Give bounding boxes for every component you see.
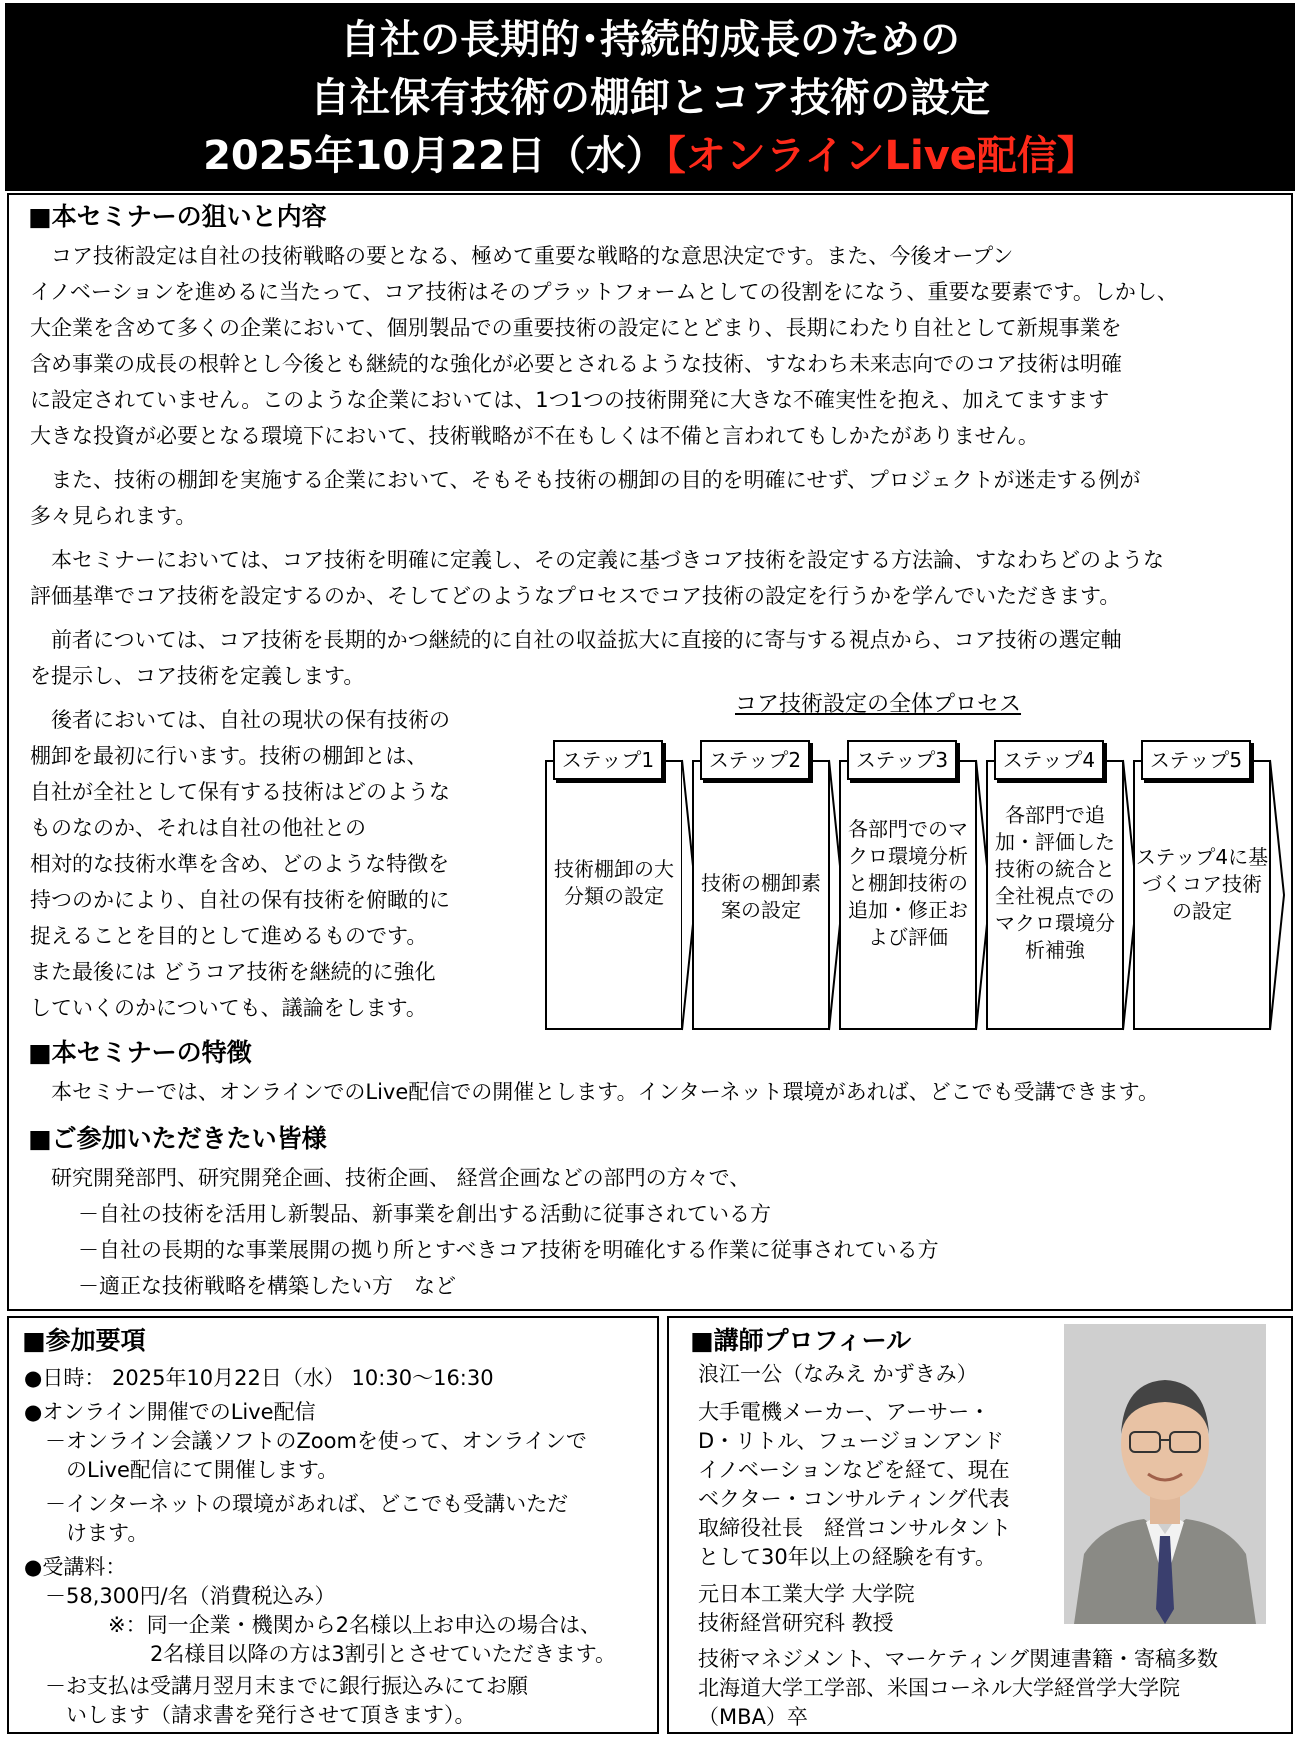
step-label-2: ステップ2 — [700, 740, 810, 780]
instructor-photo — [1064, 1324, 1266, 1624]
aim-p3-line: 評価基準でコア技術を設定するのか、そしてどのようなプロセスでコア技術の設定を行うかを学んでいただきます。 — [30, 584, 1121, 608]
instructor-name: 浪江一公（なみえ かずきみ） — [698, 1362, 978, 1386]
step-text-2: 技術の棚卸素案の設定 — [701, 871, 821, 922]
step-label-1: ステップ1 — [553, 740, 663, 780]
profile-bio-line: として30年以上の経験を有す。 — [698, 1545, 997, 1569]
profile-bio-line: 大手電機メーカー、アーサー・ — [698, 1400, 991, 1424]
online-badge: 【オンラインLive配信】 — [665, 133, 1097, 179]
step-text-3: 各部門でのマクロ環境分析と棚卸技術の追加・修正および評価 — [848, 817, 968, 949]
requirements-line: ※：同一企業・機関から2名様以上お申込の場合は、 — [24, 1613, 601, 1637]
requirements-line: ●日時： 2025年10月22日（水） 10:30～16:30 — [24, 1366, 494, 1390]
step-label-5: ステップ5 — [1141, 740, 1251, 780]
aim-p5-line: 捉えることを目的として進めるものです。 — [30, 924, 428, 948]
step-text-5: ステップ4に基づくコア技術の設定 — [1135, 845, 1269, 923]
aim-p5-line: していくのかについても、議論をします。 — [30, 996, 427, 1020]
aim-p3-line: 本セミナーにおいては、コア技術を明確に定義し、その定義に基づきコア技術を設定する方法論、すなわちどのような — [30, 548, 1164, 572]
aim-p4-line: 前者については、コア技術を長期的かつ継続的に自社の収益拡大に直接的に寄与する視点から、コア技術の選定軸 — [30, 628, 1122, 652]
audience-heading: ■ご参加いただきたい皆様 — [28, 1124, 327, 1153]
aim-p5-line: 自社が全社として保有する技術はどのような — [30, 780, 450, 804]
step-text-4: 各部門で追加・評価した技術の統合と全社視点でのマクロ環境分析補強 — [995, 803, 1115, 962]
requirements-line: 2名様目以降の方は3割引とさせていただきます。 — [24, 1642, 617, 1666]
title-line-1: 自社の長期的･持続的成長のための — [340, 17, 960, 63]
feature-text: 本セミナーでは、オンラインでのLive配信での開催とします。インターネット環境があれば、どこでも受講できます。 — [30, 1080, 1159, 1104]
audience-item: －自社の長期的な事業展開の拠り所とすべきコア技術を明確化する作業に従事されている方 — [78, 1238, 939, 1262]
aim-p5-line: ものなのか、それは自社の他社との — [30, 816, 366, 840]
step-label-4: ステップ4 — [994, 740, 1104, 780]
aim-p1-line: イノベーションを進めるに当たって、コア技術はそのプラットフォームとしての役割をになう、重要な要素です。しかし、 — [30, 280, 1178, 304]
profile-education-line: （MBA）卒 — [698, 1705, 808, 1729]
date-line — [5, 131, 1295, 181]
title-line-2: 自社保有技術の棚卸とコア技術の設定 — [310, 75, 990, 121]
feature-heading: ■本セミナーの特徴 — [28, 1038, 252, 1067]
aim-p5-line: また最後には どうコア技術を継続的に強化 — [30, 960, 436, 984]
profile-bio-line: イノベーションなどを経て、現在 — [698, 1458, 1010, 1482]
profile-heading: ■講師プロフィール — [690, 1326, 912, 1355]
profile-education-line: 北海道大学工学部、米国コーネル大学経営学大学院 — [698, 1676, 1180, 1700]
requirements-line: いします（請求書を発行させて頂きます）。 — [24, 1703, 476, 1727]
aim-p5-line: 棚卸を最初に行います。技術の棚卸とは、 — [30, 744, 428, 768]
requirements-line: ●受講料： — [24, 1555, 127, 1579]
seminar-date: 2025年10月22日（水） — [203, 133, 666, 179]
aim-p1-line: に設定されていません。このような企業においては、1つ1つの技術開発に大きな不確実性を抱え、加えてますます — [30, 388, 1110, 412]
requirements-heading: ■参加要項 — [22, 1326, 146, 1355]
step-label-3: ステップ3 — [847, 740, 957, 780]
requirements-line: －58,300円/名（消費税込み） — [24, 1584, 336, 1608]
aim-p1-line: 含め事業の成長の根幹とし今後とも継続的な強化が必要とされるような技術、すなわち未来志向でのコア技術は明確 — [30, 352, 1122, 376]
aim-p1-line: コア技術設定は自社の技術戦略の要となる、極めて重要な戦略的な意思決定です。また、今後オープン — [30, 244, 1014, 268]
profile-publications: 技術マネジメント、マーケティング関連書籍・寄稿多数 — [698, 1647, 1218, 1671]
aim-p5-line: 後者においては、自社の現状の保有技術の — [30, 708, 450, 732]
aim-p1-line: 大企業を含めて多くの企業において、個別製品での重要技術の設定にとどまり、長期にわたり自社として新規事業を — [30, 316, 1122, 340]
process-title: コア技術設定の全体プロセス — [735, 692, 1022, 717]
portrait-illustration — [1064, 1324, 1266, 1624]
step-arrow-5 — [1270, 758, 1292, 1032]
requirements-line: けます。 — [24, 1521, 149, 1545]
profile-position-line: 技術経営研究科 教授 — [698, 1611, 894, 1635]
aim-p5-line: 持つのかにより、自社の保有技術を俯瞰的に — [30, 888, 450, 912]
header-banner — [5, 3, 1295, 191]
aim-p2-line: 多々見られます。 — [30, 504, 197, 528]
profile-bio-line: ベクター・コンサルティング代表 — [698, 1487, 1010, 1511]
audience-intro: 研究開発部門、研究開発企画、技術企画、 経営企画などの部門の方々で、 — [30, 1166, 751, 1190]
requirements-line: ●オンライン開催でのLive配信 — [24, 1400, 316, 1424]
aim-p1-line: 大きな投資が必要となる環境下において、技術戦略が不在もしくは不備と言われてもしかたがありません。 — [30, 424, 1039, 448]
profile-position-line: 元日本工業大学 大学院 — [698, 1582, 915, 1606]
profile-bio-line: D・リトル、フュージョンアンド — [698, 1429, 1004, 1453]
audience-item: －自社の技術を活用し新製品、新事業を創出する活動に従事されている方 — [78, 1202, 771, 1226]
step-text-1: 技術棚卸の大分類の設定 — [554, 857, 674, 908]
requirements-line: －お支払は受講月翌月末までに銀行振込みにてお願 — [24, 1674, 528, 1698]
requirements-line: のLive配信にて開催します。 — [24, 1458, 339, 1482]
aim-p5-line: 相対的な技術水準を含め、どのような特徴を — [30, 852, 450, 876]
requirements-line: －インターネットの環境があれば、どこでも受講いただ — [24, 1492, 569, 1516]
requirements-line: －オンライン会議ソフトのZoomを使って、オンラインで — [24, 1429, 587, 1453]
aim-p4-line: を提示し、コア技術を定義します。 — [30, 664, 365, 688]
aim-heading: ■本セミナーの狙いと内容 — [28, 202, 327, 231]
aim-p2-line: また、技術の棚卸を実施する企業において、そもそも技術の棚卸の目的を明確にせず、プロジェクトが迷走する例が — [30, 468, 1141, 492]
audience-item: －適正な技術戦略を構築したい方 など — [78, 1274, 456, 1298]
profile-bio-line: 取締役社長 経営コンサルタント — [698, 1516, 1012, 1540]
